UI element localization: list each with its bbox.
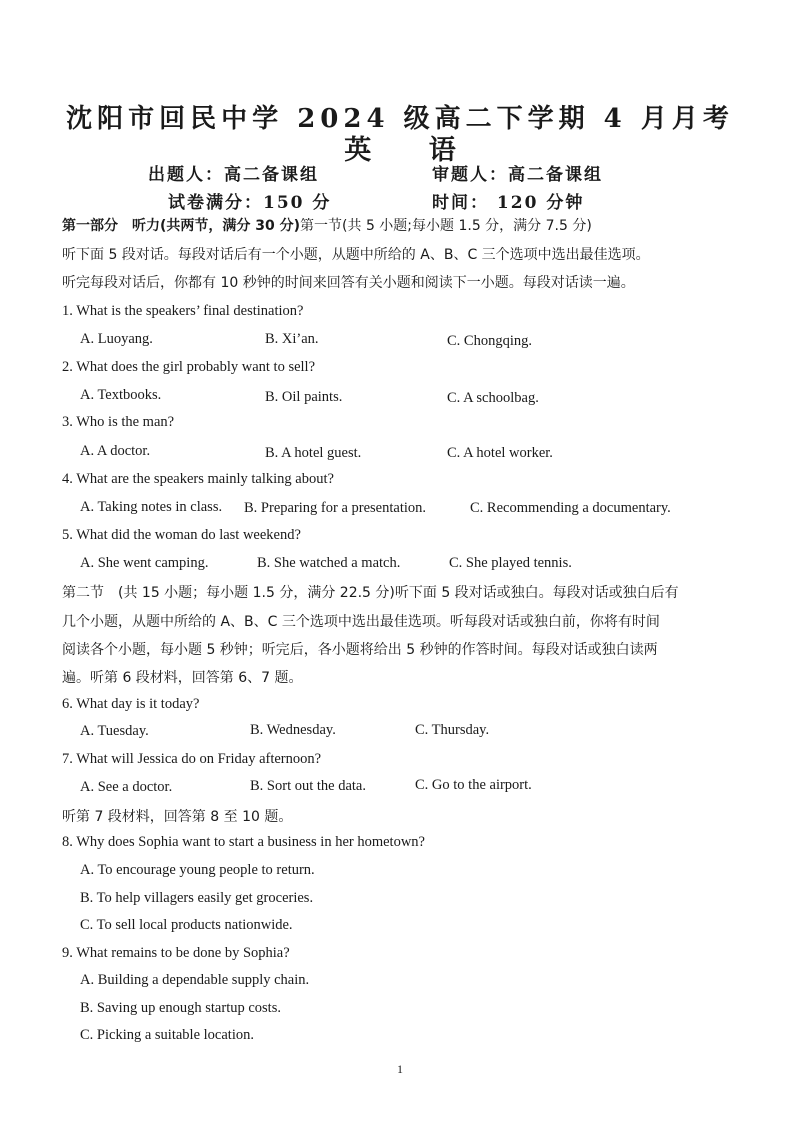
part2-instruction-3: 阅读各个小题，每小题 5 秒钟；听完后，各小题将给出 5 秒钟的作答时间。每段对话或独白读两 bbox=[62, 642, 658, 658]
q3-option-c: C. A hotel worker. bbox=[447, 445, 553, 461]
q2-option-c: C. A schoolbag. bbox=[447, 390, 539, 406]
part1-heading-rest: 第一节(共 5 小题;每小题 1.5 分，满分 7.5 分) bbox=[300, 218, 592, 234]
q8-option-c: C. To sell local products nationwide. bbox=[80, 917, 293, 933]
q8-stem: 8. Why does Sophia want to start a business in her hometown? bbox=[62, 834, 425, 850]
part2-instruction-1: 第二节 (共 15 小题；每小题 1.5 分，满分 22.5 分)听下面 5 段对话或独白。每段对话或独白后有 bbox=[62, 585, 679, 601]
q6-option-c: C. Thursday. bbox=[415, 722, 490, 738]
part2-instruction-2: 几个小题，从题中所给的 A、B、C 三个选项中选出最佳选项。听每段对话或独白前，你将有时间 bbox=[62, 614, 660, 630]
q9-stem: 9. What remains to be done by Sophia? bbox=[62, 945, 290, 961]
reviewer-info: 审题人：高二备课组 bbox=[432, 165, 603, 185]
q5-option-c: C. She played tennis. bbox=[449, 555, 572, 571]
time-info: 时间： 120 分钟 bbox=[432, 193, 585, 213]
q4-option-c: C. Recommending a documentary. bbox=[470, 500, 671, 516]
exam-title: 沈阳市回民中学 2024 级高二下学期 4 月月考 bbox=[66, 104, 734, 134]
part1-instruction-1: 听下面 5 段对话。每段对话后有一个小题，从题中所给的 A、B、C 三个选项中选出最佳选项。 bbox=[62, 247, 650, 263]
q9-option-b: B. Saving up enough startup costs. bbox=[80, 1000, 281, 1016]
q8-option-b: B. To help villagers easily get groceries. bbox=[80, 890, 314, 906]
q7-option-a: A. See a doctor. bbox=[80, 779, 173, 795]
q3-option-b: B. A hotel guest. bbox=[265, 445, 362, 461]
q2-stem: 2. What does the girl probably want to sell? bbox=[62, 359, 316, 375]
q4-option-b: B. Preparing for a presentation. bbox=[244, 500, 427, 516]
q6-option-b: B. Wednesday. bbox=[250, 722, 336, 738]
q1-option-b: B. Xi’an. bbox=[265, 331, 319, 347]
q8-option-a: A. To encourage young people to return. bbox=[80, 862, 315, 878]
subject-char-1: 英 bbox=[344, 135, 372, 166]
q7-option-c: C. Go to the airport. bbox=[415, 777, 532, 793]
q4-stem: 4. What are the speakers mainly talking about? bbox=[62, 471, 334, 487]
part1-instruction-2: 听完每段对话后，你都有 10 秒钟的时间来回答有关小题和阅读下一小题。每段对话读一遍。 bbox=[62, 275, 635, 291]
q1-option-c: C. Chongqing. bbox=[447, 333, 532, 349]
q6-option-a: A. Tuesday. bbox=[80, 723, 149, 739]
q2-option-b: B. Oil paints. bbox=[265, 389, 343, 405]
q9-option-c: C. Picking a suitable location. bbox=[80, 1027, 254, 1043]
q1-option-a: A. Luoyang. bbox=[80, 331, 153, 347]
q1-stem: 1. What is the speakers’ final destination? bbox=[62, 303, 304, 319]
part1-heading-bold: 第一部分 听力(共两节，满分 30 分) bbox=[62, 218, 301, 234]
part2-instruction-4: 遍。听第 6 段材料，回答第 6、7 题。 bbox=[62, 670, 303, 686]
setter-info: 出题人：高二备课组 bbox=[148, 165, 319, 185]
subject-char-2: 语 bbox=[428, 135, 456, 166]
q3-stem: 3. Who is the man? bbox=[62, 414, 175, 430]
q7-stem: 7. What will Jessica do on Friday afternoon? bbox=[62, 751, 322, 767]
q4-option-a: A. Taking notes in class. bbox=[80, 499, 223, 515]
q9-option-a: A. Building a dependable supply chain. bbox=[80, 972, 310, 988]
q6-stem: 6. What day is it today? bbox=[62, 696, 200, 712]
q5-option-b: B. She watched a match. bbox=[257, 555, 401, 571]
q3-option-a: A. A doctor. bbox=[80, 443, 151, 459]
full-marks-info: 试卷满分：150 分 bbox=[168, 193, 332, 213]
q7-option-b: B. Sort out the data. bbox=[250, 778, 366, 794]
subject-title bbox=[0, 128, 800, 167]
q2-option-a: A. Textbooks. bbox=[80, 387, 162, 403]
q5-stem: 5. What did the woman do last weekend? bbox=[62, 527, 301, 543]
part1-heading bbox=[62, 215, 592, 235]
q5-option-a: A. She went camping. bbox=[80, 555, 209, 571]
segment-7-instruction: 听第 7 段材料，回答第 8 至 10 题。 bbox=[62, 809, 293, 825]
page-number: 1 bbox=[397, 1062, 403, 1076]
